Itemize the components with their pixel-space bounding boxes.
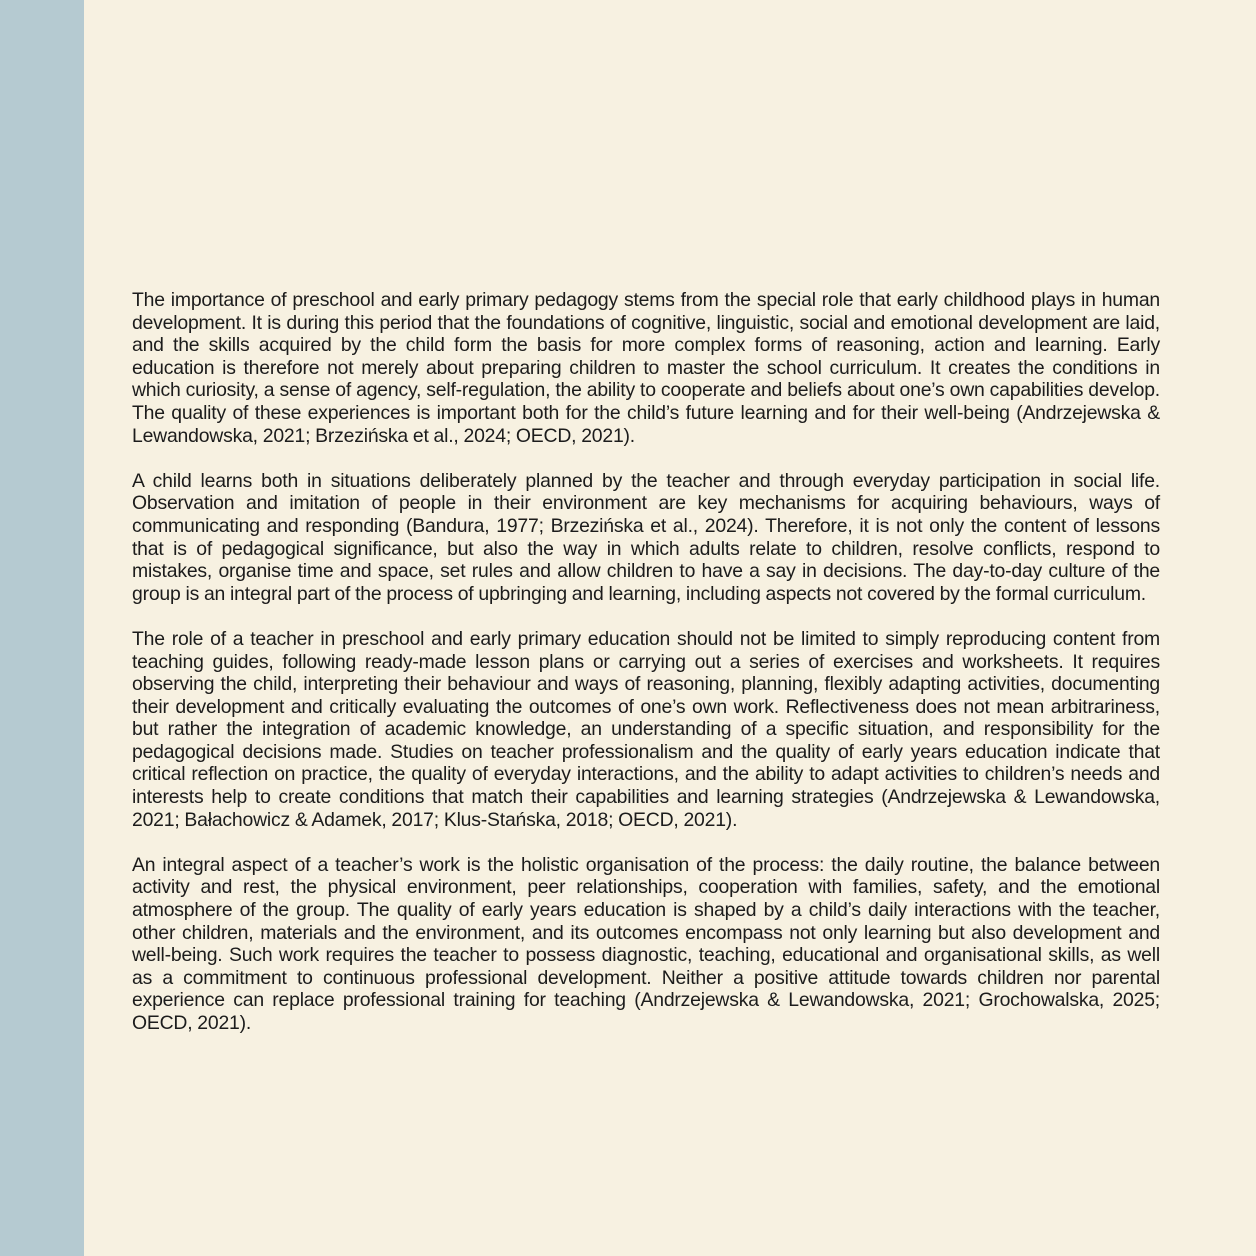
paragraph-early-childhood-importance: The importance of preschool and early primary pedagogy stems from the special role that early childhood plays in human development. It is during this period that the foundations of cognitive, linguistic, social and emotional development are laid, and the skills acquired by the child form the basis for more complex forms of reasoning, action and learning. Early education is therefore not merely about preparing children to master the school curriculum. It creates the conditions in which curiosity, a sense of agency, self-regulation, the ability to cooperate and beliefs about one’s own capabilities develop. The quality of these experiences is important both for the child’s future learning and for their well-being (Andrzejewska & Lewandowska, 2021; Brzezińska et al., 2024; OECD, 2021). bbox=[132, 289, 1160, 447]
left-side-band bbox=[0, 0, 84, 1256]
page-body bbox=[132, 289, 1160, 1057]
paragraph-child-learning: A child learns both in situations deliberately planned by the teacher and through everyday participation in social life. Observation and imitation of people in their environment are key mechanisms for acquiring behaviours, ways of communicating and responding (Bandura, 1977; Brzezińska et al., 2024). Therefore, it is not only the content of lessons that is of pedagogical significance, but also the way in which adults relate to children, resolve conflicts, respond to mistakes, organise time and space, set rules and allow children to have a say in decisions. The day-to-day culture of the group is an integral part of the process of upbringing and learning, including aspects not covered by the formal curriculum. bbox=[132, 469, 1160, 605]
paragraph-teacher-role: The role of a teacher in preschool and early primary education should not be limited to simply reproducing content from teaching guides, following ready-made lesson plans or carrying out a series of exercises and worksheets. It requires observing the child, interpreting their behaviour and ways of reasoning, planning, flexibly adapting activities, documenting their development and critically evaluating the outcomes of one’s own work. Reflectiveness does not mean arbitrariness, but rather the integration of academic knowledge, an understanding of a specific situation, and responsibility for the pedagogical decisions made. Studies on teacher professionalism and the quality of early years education indicate that critical reflection on practice, the quality of everyday interactions, and the ability to adapt activities to children’s needs and interests help to create conditions that match their capabilities and learning strategies (Andrzejewska & Lewandowska, 2021; Bałachowicz & Adamek, 2017; Klus-Stańska, 2018; OECD, 2021). bbox=[132, 627, 1160, 831]
paragraph-holistic-organisation: An integral aspect of a teacher’s work is the holistic organisation of the process: the daily routine, the balance between activity and rest, the physical environment, peer relationships, cooperation with families, safety, and the emotional atmosphere of the group. The quality of early years education is shaped by a child’s daily interactions with the teacher, other children, materials and the environment, and its outcomes encompass not only learning but also development and well-being. Such work requires the teacher to possess diagnostic, teaching, educational and organisational skills, as well as a commitment to continuous professional development. Neither a positive attitude towards children nor parental experience can replace professional training for teaching (Andrzejewska & Lewandowska, 2021; Grochowalska, 2025; OECD, 2021). bbox=[132, 853, 1160, 1034]
